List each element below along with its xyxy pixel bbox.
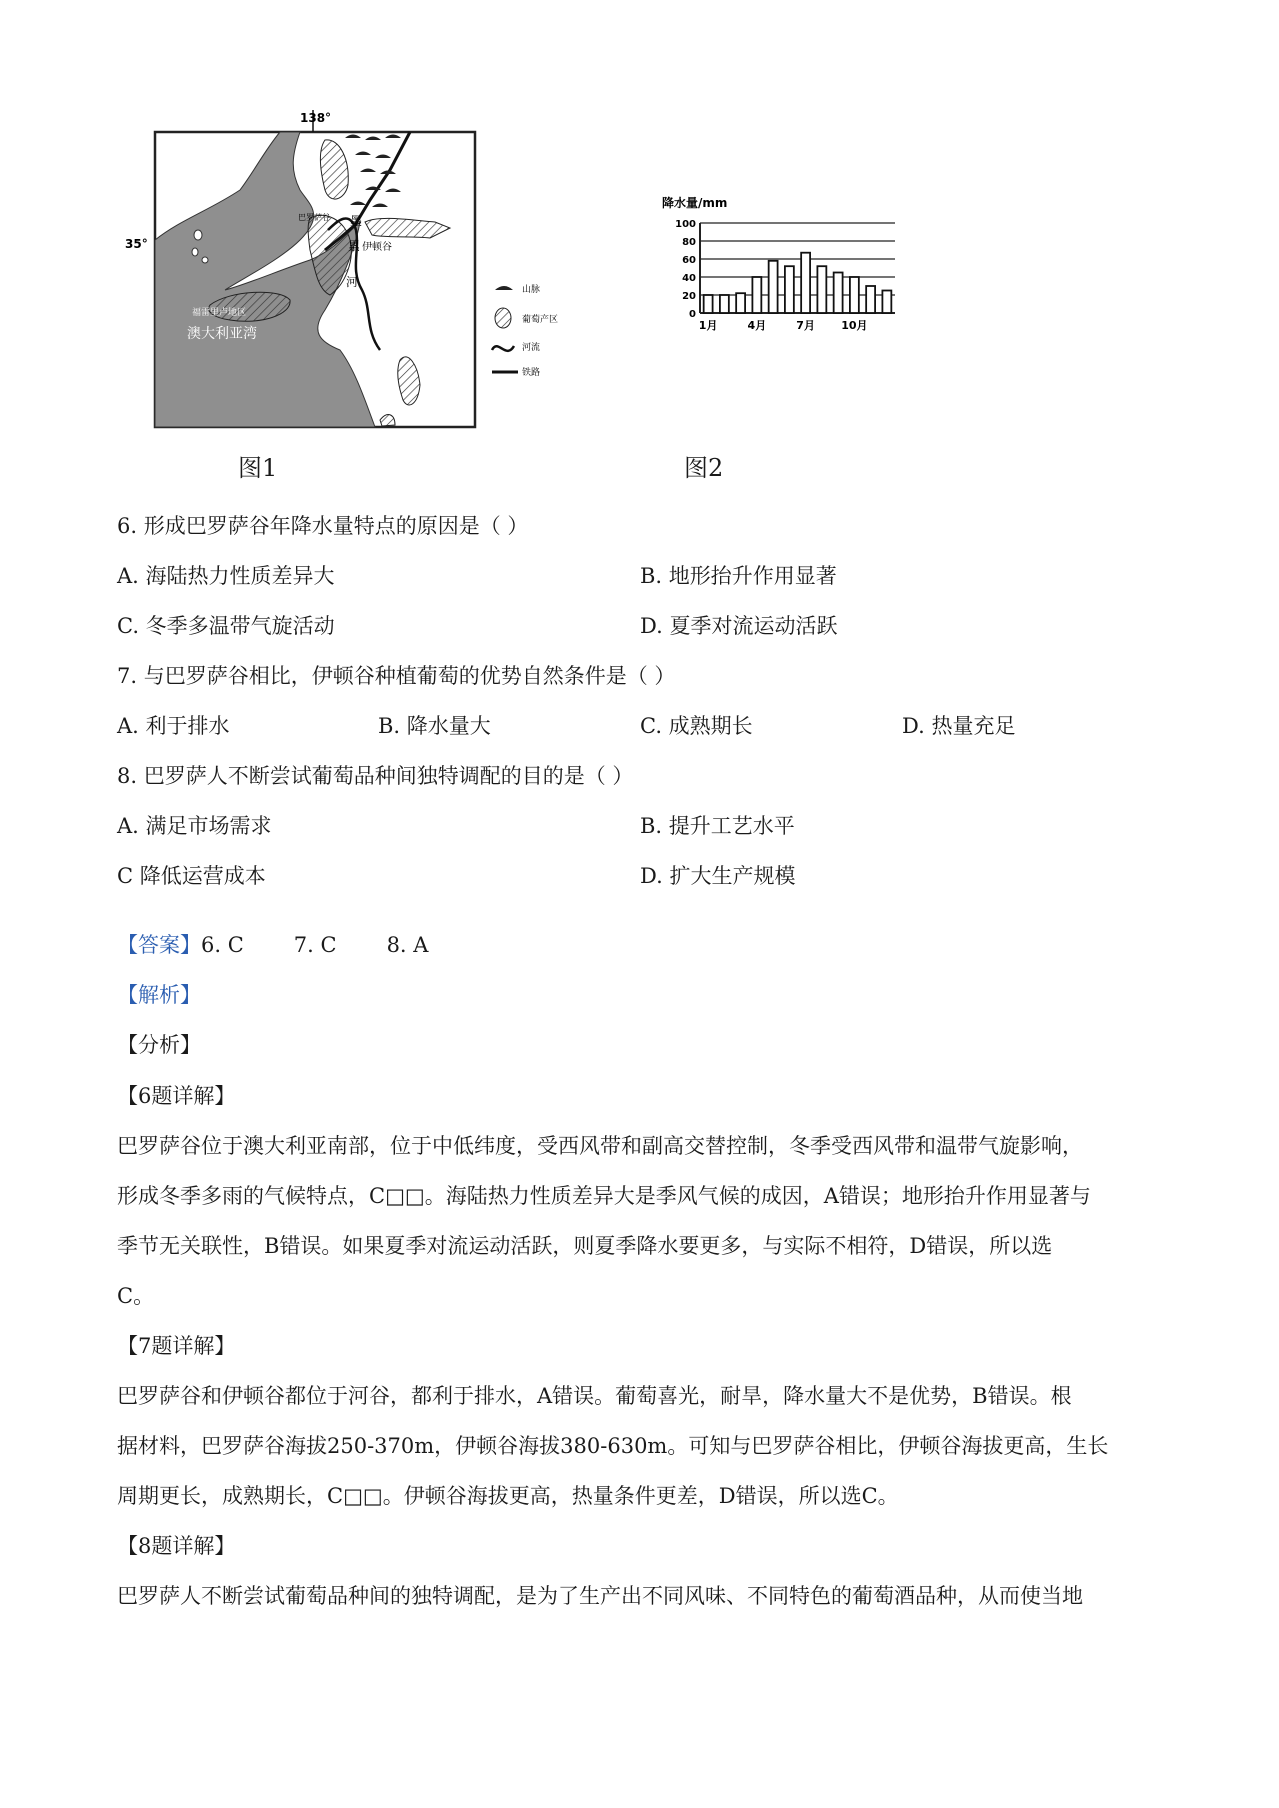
eden-label: 伊顿谷 xyxy=(362,242,392,253)
detail-7-line: 周期更长，成熟期长，C□□。伊顿谷海拔更高，热量条件更差，D错误，所以选C。 xyxy=(117,1484,899,1508)
precipitation-bar-6 xyxy=(785,266,794,313)
murray-label-3: 河 xyxy=(346,275,359,289)
answer-item: 7. C xyxy=(293,933,337,957)
detail-6-line: 形成冬季多雨的气候特点，C□□。海陆热力性质差异大是季风气候的成因，A错误；地形抬升作用显著与 xyxy=(117,1184,1091,1208)
chart-ytick-label: 40 xyxy=(682,273,696,284)
detail-7-line: 巴罗萨谷和伊顿谷都位于河谷，都利于排水，A错误。葡萄喜光，耐旱，降水量大不是优势，B错误。根 xyxy=(117,1384,1072,1408)
fenxi-label: 【分析】 xyxy=(117,1033,201,1057)
detail-6-line: 季节无关联性，B错误。如果夏季对流运动活跃，则夏季降水要更多，与实际不相符，D错误，所以选 xyxy=(117,1234,1053,1258)
murray-label-1: 墨 xyxy=(350,214,363,228)
precipitation-bar-5 xyxy=(769,261,778,313)
chart-ytick-label: 0 xyxy=(689,309,696,320)
gulf-label: 澳大利亚湾 xyxy=(187,326,257,342)
chart-xtick-label: 1月 xyxy=(698,319,718,332)
q7-option-d: D. 热量充足 xyxy=(902,714,1016,738)
chart-ytick-label: 20 xyxy=(682,291,696,302)
q7-option-b: B. 降水量大 xyxy=(378,714,491,738)
precipitation-bar-2 xyxy=(720,295,729,313)
precipitation-bar-1 xyxy=(704,295,713,313)
analysis-label: 【解析】 xyxy=(117,983,201,1007)
legend-label: 葡萄产区 xyxy=(522,315,559,325)
detail-6-title: 【6题详解】 xyxy=(117,1084,236,1108)
q6-option-d: D. 夏季对流运动活跃 xyxy=(640,614,838,638)
detail-7-line: 据材料，巴罗萨谷海拔250-370m，伊顿谷海拔380-630m。可知与巴罗萨谷相比，伊顿谷海拔更高，生长 xyxy=(117,1434,1109,1458)
question-8-stem: 8. 巴罗萨人不断尝试葡萄品种间独特调配的目的是（ ） xyxy=(117,764,634,788)
answer-line xyxy=(117,930,428,960)
precipitation-bar-12 xyxy=(882,291,891,314)
map-figure xyxy=(125,110,610,440)
murray-label-2: 累 xyxy=(348,239,361,253)
chart-ytick-label: 80 xyxy=(682,237,696,248)
question-7-stem: 7. 与巴罗萨谷相比，伊顿谷种植葡萄的优势自然条件是（ ） xyxy=(117,664,676,688)
figure-caption-1: 图1 xyxy=(238,454,278,482)
river-icon xyxy=(492,346,514,351)
fleurieu-label: 福雷里卢地区 xyxy=(192,308,247,318)
chart-xtick-label: 10月 xyxy=(841,319,868,332)
island xyxy=(194,230,202,240)
map-legend xyxy=(492,283,558,378)
precipitation-bar-11 xyxy=(866,286,875,313)
precipitation-bar-7 xyxy=(801,253,810,313)
q8-option-b: B. 提升工艺水平 xyxy=(640,814,795,838)
legend-label: 山脉 xyxy=(522,285,541,295)
precipitation-bar-3 xyxy=(736,293,745,313)
figure-caption-2: 图2 xyxy=(684,454,724,482)
latitude-label: 35° xyxy=(125,237,148,251)
precipitation-bar-9 xyxy=(834,273,843,314)
hatch-icon xyxy=(495,308,511,328)
answer-item: 6. C xyxy=(201,933,244,957)
longitude-label: 138° xyxy=(300,111,332,125)
precipitation-chart xyxy=(660,195,910,345)
chart-ylabel: 降水量/mm xyxy=(662,196,728,210)
precipitation-bar-10 xyxy=(850,277,859,313)
legend-label: 河流 xyxy=(522,343,541,353)
detail-6-line: C。 xyxy=(117,1284,155,1308)
mountain-icon xyxy=(495,286,513,290)
answer-item: 8. A xyxy=(386,933,429,957)
detail-7-title: 【7题详解】 xyxy=(117,1334,236,1358)
chart-xtick-label: 7月 xyxy=(796,319,815,332)
q6-option-a: A. 海陆热力性质差异大 xyxy=(117,564,335,588)
q8-option-a: A. 满足市场需求 xyxy=(117,814,272,838)
q7-option-c: C. 成熟期长 xyxy=(640,714,753,738)
q6-option-c: C. 冬季多温带气旋活动 xyxy=(117,614,335,638)
q6-option-b: B. 地形抬升作用显著 xyxy=(640,564,837,588)
precipitation-bar-4 xyxy=(752,277,761,313)
chart-xtick-label: 4月 xyxy=(747,319,767,332)
chart-ytick-label: 60 xyxy=(682,255,696,266)
detail-6-line: 巴罗萨谷位于澳大利亚南部，位于中低纬度，受西风带和副高交替控制，冬季受西风带和温带气旋影响， xyxy=(117,1134,1083,1158)
question-6-stem: 6. 形成巴罗萨谷年降水量特点的原因是（ ） xyxy=(117,514,529,538)
legend-label: 铁路 xyxy=(522,368,541,378)
precipitation-bar-8 xyxy=(817,266,826,313)
q8-option-c: C 降低运营成本 xyxy=(117,864,266,888)
island xyxy=(192,248,198,256)
island xyxy=(202,257,208,263)
barossa-label: 巴罗萨谷 xyxy=(298,213,330,222)
q8-option-d: D. 扩大生产规模 xyxy=(640,864,796,888)
answer-label: 【答案】 xyxy=(117,933,201,957)
chart-ytick-label: 100 xyxy=(675,219,696,230)
detail-8-title: 【8题详解】 xyxy=(117,1534,236,1558)
q7-option-a: A. 利于排水 xyxy=(117,714,230,738)
detail-8-line: 巴罗萨人不断尝试葡萄品种间的独特调配，是为了生产出不同风味、不同特色的葡萄酒品种，从而使当地 xyxy=(117,1584,1083,1608)
